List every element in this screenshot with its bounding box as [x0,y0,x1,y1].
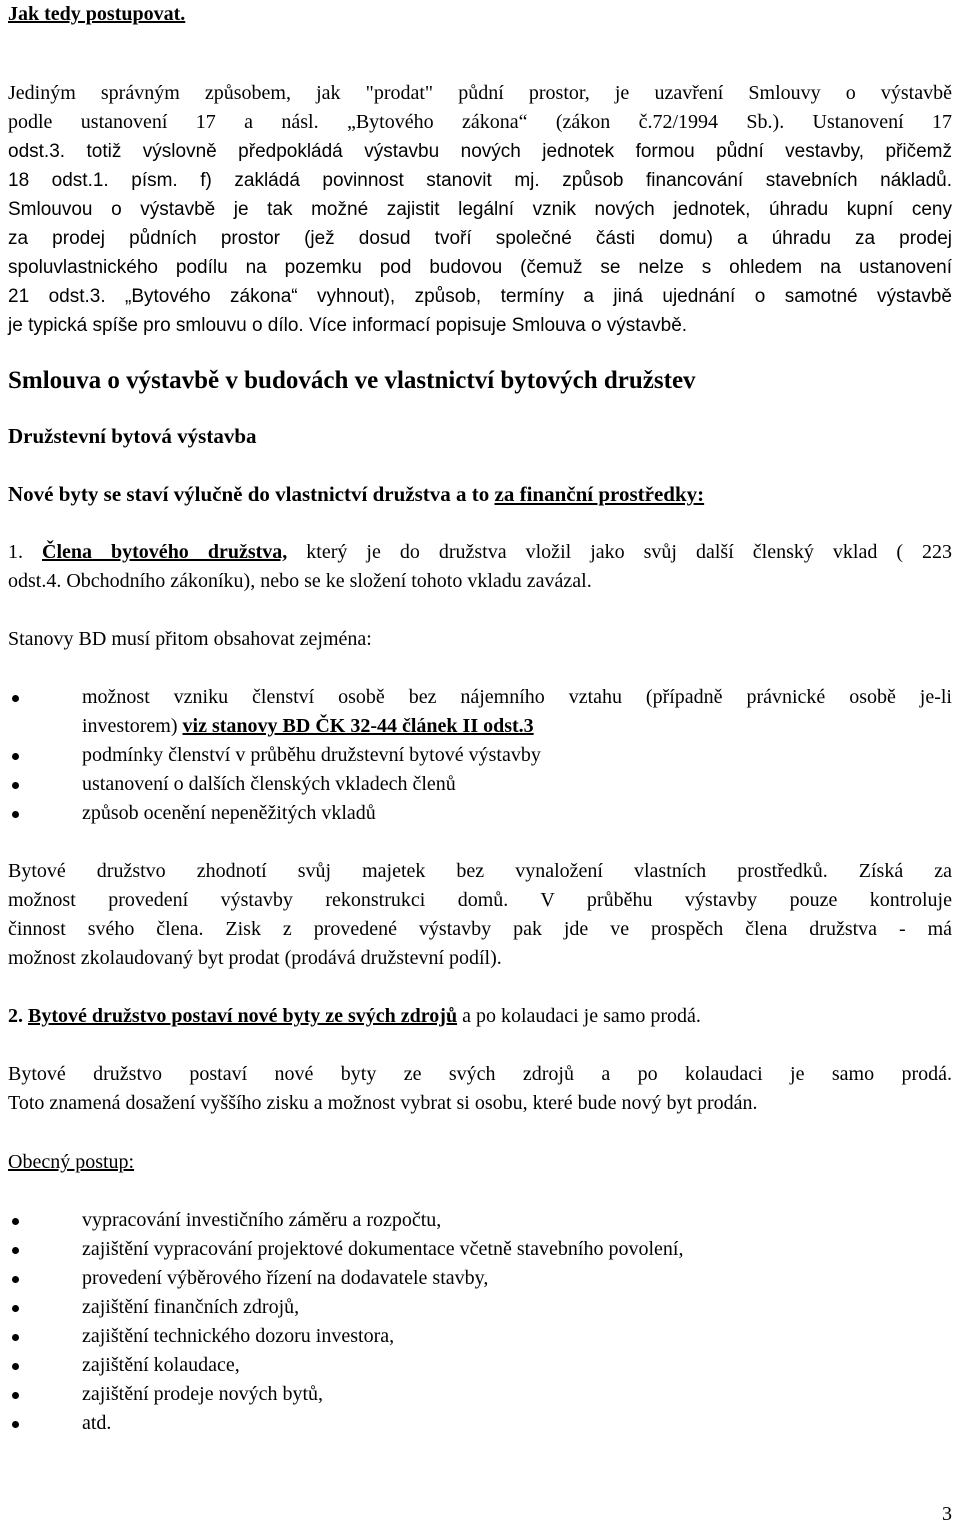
item-heading: Bytové družstvo postaví nové byty ze svých zdrojů [28,1005,458,1027]
stanovy-intro: Stanovy BD musí přitom obsahovat zejména: [8,628,372,650]
list-item: způsob ocenění nepeněžitých vkladů [82,802,376,824]
bullet-icon [12,1421,19,1428]
list-item: vypracování investičního záměru a rozpočtu, [82,1209,442,1231]
bullet-icon [12,1305,19,1312]
list-item-text: investorem) [82,715,183,737]
funding-heading-underlined: za finanční prostředky: [494,482,705,506]
paragraph-line: odst.3. totiž výslovně předpokládá výstavbu nových jednotek formou půdní vestavby, přičemž [8,141,952,162]
funding-heading [8,480,952,509]
list-item: zajištění finančních zdrojů, [82,1296,300,1318]
paragraph-line: Bytové družstvo zhodnotí svůj majetek bez vynaložení vlastních prostředků. Získá za [8,860,952,882]
bullet-icon [12,1334,19,1341]
subsection-heading: Družstevní bytová výstavba [8,424,257,448]
paragraph-line: je typická spíše pro smlouvu o dílo. Více informací popisuje Smlouva o výstavbě. [8,315,688,336]
list-item: ustanovení o dalších členských vkladech členů [82,773,456,795]
paragraph-line: možnost provedení výstavby rekonstrukci domů. V průběhu výstavby pouze kontroluje [8,889,952,911]
paragraph-line: možnost zkolaudovaný byt prodat (prodává družstevní podíl). [8,947,502,969]
paragraph-line: Jediným správným způsobem, jak "prodat" půdní prostor, je uzavření Smlouvy o výstavbě [8,82,952,104]
item-number: 1. [8,541,43,563]
list-item: zajištění prodeje nových bytů, [82,1383,324,1405]
bullet-icon [12,811,19,818]
list-item: zajištění kolaudace, [82,1354,240,1376]
stanovy-link[interactable]: viz stanovy BD ČK 32-44 článek II odst.3 [182,715,534,737]
funding-heading-text: Nové byty se staví výlučně do vlastnictví družstva a to [8,482,495,506]
paragraph-line: 18 odst.1. písm. f) zakládá povinnost stanovit mj. způsob financování stavebních nákladů. [8,170,952,191]
bullet-icon [12,782,19,789]
numbered-item-1-line2: odst.4. Obchodního zákoníku), nebo se ke složení tohoto vkladu zavázal. [8,570,592,592]
page-number: 3 [942,1503,952,1525]
paragraph-line: za prodej půdních prostor (jež dosud tvoří společné části domu) a úhradu za prodej [8,228,952,249]
bullet-icon [12,1392,19,1399]
page-title: Jak tedy postupovat. [8,3,186,25]
item-number: 2. [8,1005,28,1027]
bullet-icon [12,1276,19,1283]
list-item: zajištění technického dozoru investora, [82,1325,395,1347]
list-item: podmínky členství v průběhu družstevní bytové výstavby [82,744,541,766]
bullet-icon [12,695,19,702]
numbered-item-2 [8,1002,952,1031]
list-item: atd. [82,1412,112,1434]
paragraph-line: Smlouvou o výstavbě je tak možné zajistit legální vznik nových jednotek, úhradu kupní ceny [8,199,952,220]
paragraph-line: podle ustanovení 17 a násl. „Bytového zákona“ (zákon č.72/1994 Sb.). Ustanovení 17 [8,111,952,133]
item-text: a po kolaudaci je samo prodá. [457,1005,701,1027]
bullet-icon [12,1363,19,1370]
section-heading: Smlouva o výstavbě v budovách ve vlastnictví bytových družstev [8,367,696,394]
paragraph-line: činnost svého člena. Zisk z provedené výstavby pak jde ve prospěch člena družstva - má [8,918,952,940]
paragraph-line: 21 odst.3. „Bytového zákona“ vyhnout), způsob, termíny a jiná ujednání o samotné výstavbě [8,286,952,307]
paragraph-line: Toto znamená dosažení vyššího zisku a možnost vybrat si osobu, které bude nový byt prodán. [8,1092,758,1114]
list-item: možnost vzniku členství osobě bez nájemního vztahu (případně právnické osobě je-li [82,686,952,708]
bullet-icon [12,1218,19,1225]
item-text: který je do družstva vložil jako svůj další členský vklad ( 223 [287,541,953,563]
list-item: provedení výběrového řízení na dodavatele stavby, [82,1267,489,1289]
paragraph-line: Bytové družstvo postaví nové byty ze svých zdrojů a po kolaudaci je samo prodá. [8,1063,952,1085]
item-heading: Člena bytového družstva, [42,541,288,563]
postup-title: Obecný postup: [8,1151,135,1173]
numbered-item-1 [8,538,952,567]
paragraph-line: spoluvlastnického podílu na pozemku pod budovou (čemuž se nelze s ohledem na ustanovení [8,257,952,278]
list-item-continuation [82,712,952,741]
list-item: zajištění vypracování projektové dokumentace včetně stavebního povolení, [82,1238,684,1260]
bullet-icon [12,753,19,760]
bullet-icon [12,1247,19,1254]
